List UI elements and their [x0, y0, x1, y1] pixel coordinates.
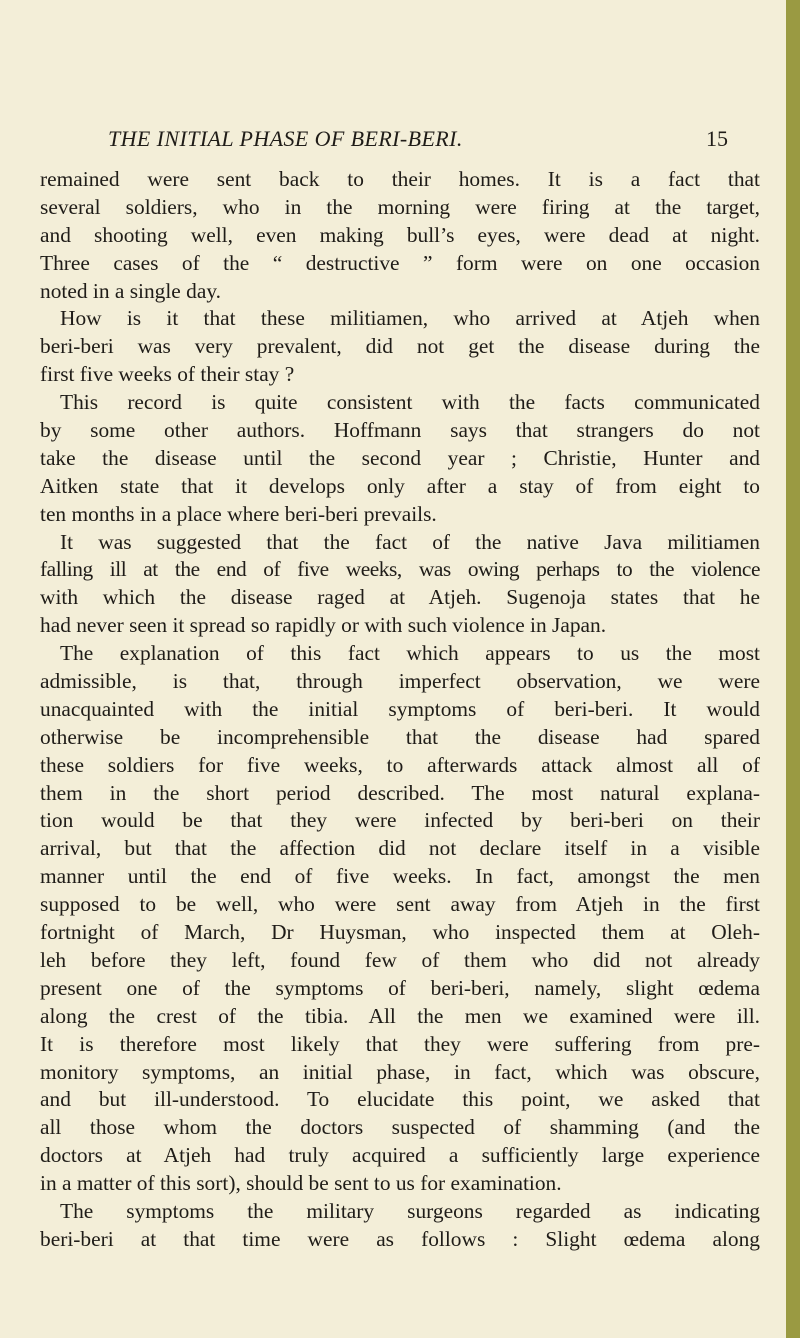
- text-line: several soldiers, who in the morning were firing at the target,: [40, 194, 760, 219]
- text-line: and shooting well, even making bull’s eyes, were dead at night.: [40, 222, 760, 247]
- text-line: falling ill at the end of five weeks, was owing perhaps to the violence: [40, 557, 760, 582]
- text-line: take the disease until the second year ; Christie, Hunter and: [40, 445, 760, 470]
- text-line: and but ill-understood. To elucidate this point, we asked that: [40, 1087, 760, 1112]
- text-line: Aitken state that it develops only after a stay of from eight to: [40, 473, 760, 498]
- text-line: How is it that these militiamen, who arrived at Atjeh when: [60, 306, 760, 331]
- text-line: in a matter of this sort), should be sent to us for examination.: [40, 1171, 562, 1196]
- text-line: It was suggested that the fact of the native Java militiamen: [60, 529, 760, 554]
- text-line: The symptoms the military surgeons regarded as indicating: [60, 1198, 760, 1223]
- text-line: Three cases of the “ destructive ” form were on one occasion: [40, 250, 760, 275]
- text-line: first five weeks of their stay ?: [40, 362, 295, 387]
- running-title: THE INITIAL PHASE OF BERI-BERI.: [108, 126, 463, 151]
- text-line: beri-beri at that time were as follows : Slight œdema along: [40, 1226, 760, 1251]
- text-line: doctors at Atjeh had truly acquired a sufficiently large experience: [40, 1143, 760, 1168]
- text-line: had never seen it spread so rapidly or with such violence in Japan.: [40, 613, 607, 638]
- text-line: ten months in a place where beri-beri prevails.: [40, 501, 437, 526]
- text-line: It is therefore most likely that they were suffering from pre-: [40, 1031, 760, 1056]
- text-line: arrival, but that the affection did not declare itself in a visible: [40, 836, 760, 861]
- text-line: supposed to be well, who were sent away from Atjeh in the first: [40, 892, 760, 917]
- text-line: by some other authors. Hoffmann says that strangers do not: [40, 418, 760, 443]
- page-header: [108, 126, 728, 156]
- text-line: fortnight of March, Dr Huysman, who inspected them at Oleh-: [40, 920, 760, 945]
- text-line: them in the short period described. The most natural explana-: [40, 780, 760, 805]
- page-number: 15: [706, 126, 728, 151]
- text-line: This record is quite consistent with the facts communicated: [60, 390, 760, 415]
- body-text: [40, 166, 760, 1254]
- text-line: otherwise be incomprehensible that the disease had spared: [40, 724, 760, 749]
- text-line: noted in a single day.: [40, 278, 221, 303]
- text-line: monitory symptoms, an initial phase, in fact, which was obscure,: [40, 1059, 760, 1084]
- text-line: along the crest of the tibia. All the men we examined were ill.: [40, 1003, 760, 1028]
- text-line: tion would be that they were infected by beri-beri on their: [40, 808, 760, 833]
- text-line: admissible, is that, through imperfect observation, we were: [40, 669, 760, 694]
- text-line: all those whom the doctors suspected of shamming (and the: [40, 1115, 760, 1140]
- text-line: manner until the end of five weeks. In fact, amongst the men: [40, 864, 760, 889]
- text-line: The explanation of this fact which appears to us the most: [60, 641, 760, 666]
- text-line: unacquainted with the initial symptoms of beri-beri. It would: [40, 696, 760, 721]
- text-line: remained were sent back to their homes. It is a fact that: [40, 167, 760, 191]
- text-line: leh before they left, found few of them who did not already: [40, 947, 760, 972]
- text-line: beri-beri was very prevalent, did not get the disease during the: [40, 334, 760, 359]
- text-line: with which the disease raged at Atjeh. Sugenoja states that he: [40, 585, 760, 610]
- text-line: these soldiers for five weeks, to afterwards attack almost all of: [40, 752, 760, 777]
- text-line: present one of the symptoms of beri-beri, namely, slight œdema: [40, 975, 760, 1000]
- page-edge: [786, 0, 800, 1338]
